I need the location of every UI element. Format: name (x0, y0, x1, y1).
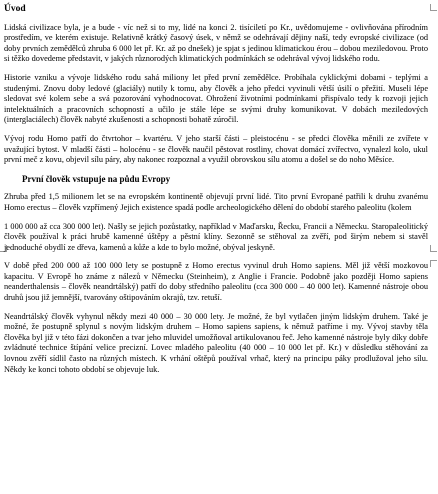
subsection-heading: První člověk vstupuje na půdu Evropy (22, 173, 171, 184)
margin-mark (430, 245, 437, 252)
document-body (4, 4, 428, 383)
paragraph: Neandrtálský člověk vyhynul někdy mezi 40 000 – 30 000 lety. Je možné, že byl vytlačen jiným lidským druhem. Také je možné, že postupně splynul s novým lidským druhem – Homo sapiens sapiens, k němuž patříme i my. Vývoj stavby těla člověka byl již v této fázi dokončen a tvar jeho mluvidel umožňoval artikulovanou řeč. Jeho kamenné nástroje byly díky dobře zvládnuté technice štípání velice precizní. Lovec mladého paleolitu (40 000 – 10 000 let př. Kr.) v důsledku stěhování za lovnou zvěří sídlil často na různých místech. K vrhání oštěpů používal vrhač, který na principu páky prodlužoval jeho sílu. Někdy ke konci tohoto období se objevuje luk. (4, 311, 428, 374)
section-heading: Úvod (4, 4, 26, 14)
paragraph: Lidská civilizace byla, je a bude - víc než si to my, lidé na konci 2. tisíciletí po Kr., uvědomujeme - ovlivňována přírodním prostředím, ve kterém existuje. Relativně krátký časový úsek, v němž se odehrávají dějiny naší, tedy evropské civilizace (od doby prvních zemědělců zhruba 6 000 let př. Kr. až po dnešek) je spjat s jedinou klimatickou érou – dobou meziledovou. Proto si těžko dovedeme představit, v jakých různorodých klimatických podmínkách se odehrával vývoj lidského rodu. (4, 22, 428, 64)
margin-mark (430, 260, 437, 267)
paragraph: V době před 200 000 až 100 000 lety se postupně z Homo erectus vyvinul druh Homo sapiens. Měl již větší mozkovou kapacitu. V Evropě ho známe z nálezů v Německu (Steinheim), z Anglie i Francie. Podobně jako později Homo sapiens neanderthalensis – člověk neandrtálský) patří do doby středního paleolitu (cca 300 000 – 40 000 let). Kamenné nástroje obou druhů jsou již jemnější, tvarovány oštipováním okrajů, tzv. retuší. (4, 261, 428, 303)
paragraph: Zhruba před 1,5 milionem let se na evropském kontinentě objevují první lidé. Tito první Evropané patřili k druhu zvanému Homo erectus – člověk vzpřímený Jejich existence spadá podle archeologického dělení do období starého paleolitu (kolem (4, 192, 428, 212)
paragraph: 1 000 000 až cca 300 000 let). Našly se jejich pozůstatky, například v Maďarsku, Řecku, Francii a Německu. Staropaleolitický člověk používal k práci hrubě kamenné úštěpy a pěstní klíny. Sezonně se stěhoval za zvěří, pod širým nebem si stavěl jednoduché obydlí ze dřeva, kamenů a kůže a kde to bylo možné, obýval jeskyně. (4, 221, 428, 252)
margin-mark (430, 4, 437, 11)
paragraph: Historie vzniku a vývoje lidského rodu sahá miliony let před první zemědělce. Probíhala cyklickými dobami - teplými a studenými. Znovu doby ledové (glaciály) nutily k tomu, aby člověk a jeho předci vyvinuli větší úsilí o přežití. Museli lépe sledovat své kolem sebe a svá pozorování vyhodnocovat. Ohrožení životními podmínkami přispívalo tedy k rozvoji jejich intelektuálních a pracovních schopností a učilo je stále lépe se svými druhy komunikovat. V dobách meziledových (interglaciálech) člověk nabyté zkušenosti a schopnosti bohatě zúročil. (4, 72, 428, 125)
paragraph: Vývoj rodu Homo patří do čtvrtohor – kvartéru. V jeho starší části – pleistocénu - se předci člověka měnili ze zvířete v uvažující bytost. V mladší části – holocénu - se člověk naučil pěstovat rostliny, chovat domácí zvířectvo, vynalezl kolo, ukul první meč z kovu, objevil sílu páry, aby nakonec rozpoznal a využil obrovskou sílu atomu a došel se do noho Měsíce. (4, 133, 428, 165)
